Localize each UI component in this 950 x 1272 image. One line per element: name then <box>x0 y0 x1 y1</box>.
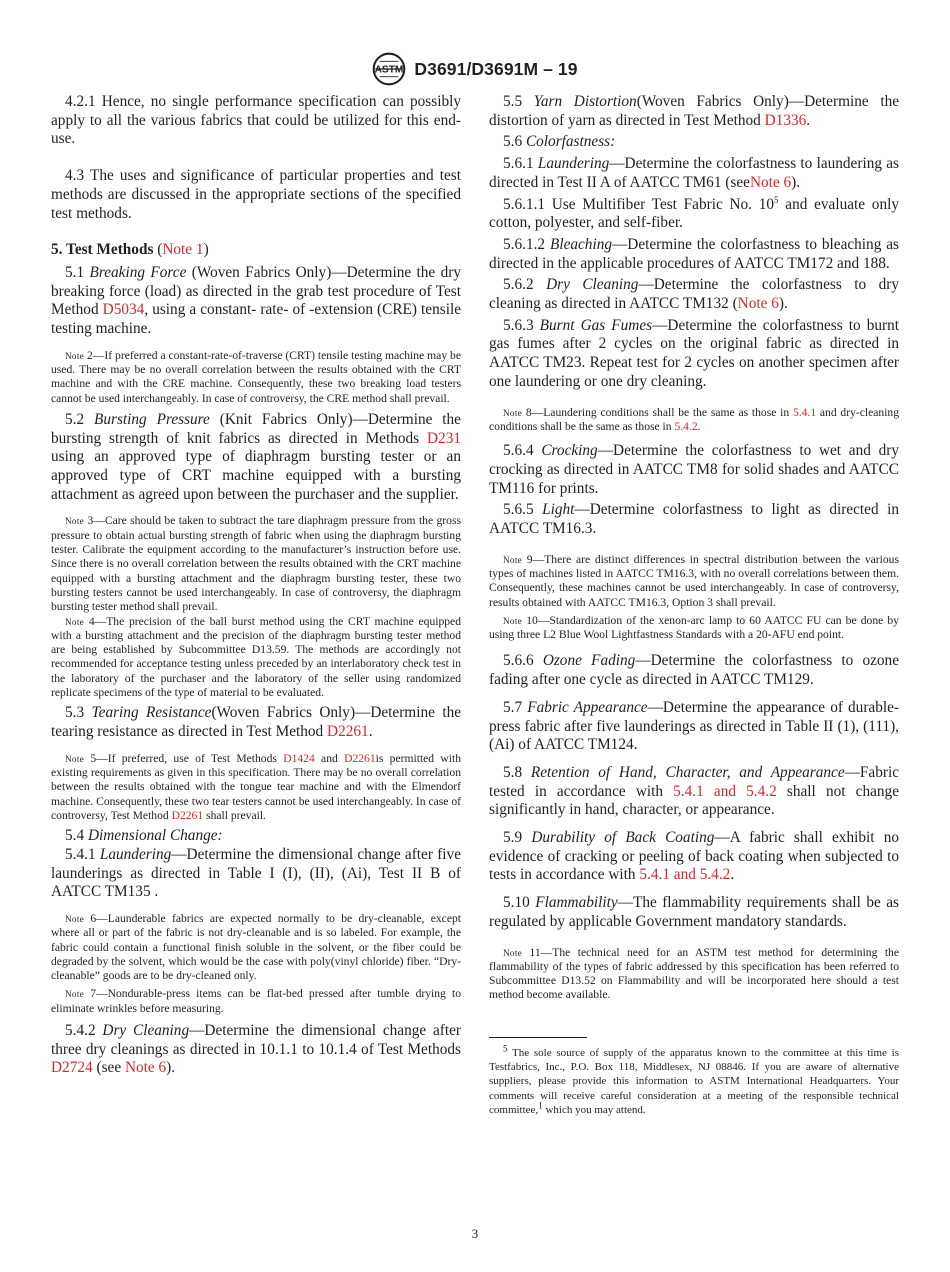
note-4-text: 4—The precision of the ball burst method using the CRT machine equipped with a bursting attachment and the precision of the diaphragm bursting tester method are being established by Subcommittee D13.59. The methods are accordingly not recommended for acceptance testing unless preceded by an interlaboratory check test in the laboratory of the purchaser and the laboratory of the seller using randomized replicate specimens of the type of material to be evaluated. <box>51 614 461 699</box>
note-7 <box>51 987 461 1016</box>
d5034-link[interactable]: D5034 <box>102 301 145 319</box>
d231-link[interactable]: D231 <box>427 429 461 447</box>
note-9 <box>489 553 899 610</box>
note-10 <box>489 614 899 643</box>
paragraph-5-1 <box>51 264 461 339</box>
paragraph-5-6-1 <box>489 155 899 192</box>
paragraph-5-6-5 <box>489 501 899 538</box>
paragraph-5-6-6 <box>489 652 899 689</box>
p566-title: Ozone Fading <box>542 652 636 670</box>
p564-title: Crocking <box>541 442 598 460</box>
note-8 <box>489 406 899 435</box>
d2261-link[interactable]: D2261 <box>327 723 369 740</box>
p54-num: 5.4 <box>65 827 88 845</box>
note-4 <box>51 615 461 701</box>
paragraph-5-8 <box>489 764 899 820</box>
p565-title: Light <box>542 501 575 519</box>
p59-text2: . <box>730 866 735 884</box>
right-column <box>489 93 899 1117</box>
note-6-label: Note <box>65 914 85 924</box>
p58-num: 5.8 <box>503 763 531 781</box>
note-8-text2: and dry-cleaning conditions shall be the same as those in <box>489 405 900 433</box>
note-2 <box>51 349 461 406</box>
p542-text2: (see <box>92 1059 125 1077</box>
p561-text2: ). <box>791 173 801 191</box>
p59-title: Durability of Back Coating <box>531 829 715 847</box>
p58-title: Retention of Hand, Character, and Appearance <box>530 763 845 781</box>
d1424-link[interactable]: D1424 <box>283 751 315 765</box>
p53-text1: (Woven Fabrics Only)—Determine the tearing resistance as directed in Test Method <box>51 704 462 740</box>
p542-text3: ). <box>166 1059 176 1077</box>
paragraph-5-3 <box>51 704 461 741</box>
p55-title: Yarn Distortion <box>533 93 637 110</box>
p53-title: Tearing Resistance <box>91 704 212 722</box>
left-column <box>51 93 461 1078</box>
p5612-title: Bleaching <box>549 235 612 253</box>
section-5-open: ( <box>153 241 163 259</box>
p561-text1: —Determine the colorfastness to laundering as directed in Test II A of AATCC TM61 (see <box>489 155 899 191</box>
paragraph-5-6-1-2 <box>489 236 899 273</box>
note-7-label: Note <box>65 989 85 1000</box>
paragraph-5-6-2 <box>489 276 899 313</box>
note-8-text3: . <box>697 419 701 433</box>
p51-num: 5.1 <box>65 263 90 281</box>
document-id: D3691/D3691M – 19 <box>414 58 578 79</box>
d2261-link-2[interactable]: D2261 <box>344 751 376 765</box>
note-9-text: 9—There are distinct differences in spectral distribution between the various types of machines listed in AATCC TM16.3, with no overall correlations between them. Consequently, these machines cannot be used interchangeably. In case of controversy, results obtained with AATCC TM16.3, Option 3 shall prevail. <box>489 552 899 609</box>
page-header <box>0 52 950 86</box>
paragraph-5-4-1 <box>51 846 461 902</box>
p565-text: —Determine colorfastness to light as directed in AATCC TM16.3. <box>489 501 899 537</box>
astm-logo-icon <box>372 52 406 86</box>
footnote-divider <box>489 1037 587 1038</box>
p52-text1: (Knit Fabrics Only)—Determine the bursting strength of knit fabrics as directed in Methods <box>51 410 461 447</box>
note-6-link-2[interactable]: Note 6 <box>749 173 792 191</box>
footnote-5-marker: 5 <box>503 1043 508 1054</box>
p510-text: —The flammability requirements shall be as regulated by applicable Government mandatory standards. <box>489 894 900 930</box>
ref-5-4-1-and-5-4-2-link[interactable]: 5.4.1 and 5.4.2 <box>673 782 777 800</box>
p563-title: Burnt Gas Fumes <box>539 316 653 334</box>
p563-num: 5.6.3 <box>503 316 540 334</box>
note-9-label: Note <box>503 554 523 565</box>
p561-title: Laundering <box>537 155 610 173</box>
p57-text: —Determine the appearance of durable-press fabric after five launderings as directed in Table II (1), (111), (Ai) of AATCC TM124. <box>489 698 899 754</box>
page-number: 3 <box>471 1226 479 1241</box>
p56-num: 5.6 <box>503 133 526 151</box>
p5611-text2: and evaluate only cotton, polyester, and self-fiber. <box>489 195 899 232</box>
p52-num: 5.2 <box>65 410 95 428</box>
p510-title: Flammability <box>535 894 618 912</box>
d2261-link-3[interactable]: D2261 <box>171 808 204 822</box>
note-5-text4: shall prevail. <box>203 808 266 822</box>
p542-num: 5.4.2 <box>65 1022 103 1040</box>
paragraph-5-9 <box>489 829 899 885</box>
p5611-sup: 5 <box>774 194 779 205</box>
p562-num: 5.6.2 <box>503 276 547 294</box>
p52-text2: using an approved type of diaphragm bursting tester or an approved type of CRT machine equipped with a bursting attachment as agreed upon between the purchaser and the supplier. <box>51 448 461 503</box>
p55-num: 5.5 <box>503 93 534 110</box>
p542-title: Dry Cleaning <box>102 1022 190 1040</box>
p52-title: Bursting Pressure <box>94 410 210 428</box>
p59-text1: —A fabric shall exhibit no evidence of cracking or peeling of back coating when subjected to tests in accordance with <box>489 829 899 884</box>
p5612-num: 5.6.1.2 <box>503 235 550 253</box>
note-6-link[interactable]: Note 6 <box>124 1059 167 1077</box>
paragraph-5-2 <box>51 411 461 505</box>
note-5-text3: is permitted with existing requirements as given in this specification. There may be no overall correlation between the results obtained with the tongue tear machine and with the Elmendorf machine. Consequently, these two tear testers cannot be used interchangeably. In case of controversy, Test Method <box>51 751 462 822</box>
note-1-link[interactable]: Note 1 <box>162 241 204 259</box>
p566-num: 5.6.6 <box>503 652 543 670</box>
note-11 <box>489 946 899 1003</box>
paragraph-5-10 <box>489 894 899 931</box>
note-3 <box>51 514 461 614</box>
note-11-label: Note <box>503 947 523 958</box>
p55-text1: (Woven Fabrics Only)—Determine the distortion of yarn as directed in Test Method <box>489 93 900 129</box>
ref-5-4-2-link[interactable]: 5.4.2 <box>674 419 698 433</box>
p562-title: Dry Cleaning <box>546 276 639 294</box>
section-5-heading <box>51 241 461 260</box>
p55-text2: . <box>806 111 811 129</box>
footnote-5-text1: The sole source of supply of the apparatus known to the committee at this time is Testfabrics, Inc., P.O. Box 118, Middlesex, NJ 08846. If you are aware of alternative suppliers, please provide this information to ASTM International Headquarters. Your comments will receive careful consideration at a meeting of the responsible technical committee, <box>489 1046 899 1116</box>
note-5-text1: 5—If preferred, use of Test Methods <box>84 751 284 765</box>
paragraph-5-4 <box>51 827 461 846</box>
note-7-text: 7—Nondurable-press items can be flat-bed pressed after tumble drying to eliminate wrinkles before measuring. <box>51 987 461 1015</box>
p562-text2: ). <box>778 295 788 313</box>
p564-text: —Determine the colorfastness to wet and dry crocking as directed in AATCC TM8 for solid shades and AATCC TM116 for prints. <box>489 442 900 497</box>
p54-title: Dimensional Change: <box>87 827 223 845</box>
p541-num: 5.4.1 <box>65 845 100 863</box>
note-5-text2: and <box>314 751 345 765</box>
footnote-5 <box>489 1043 899 1117</box>
note-4-label: Note <box>65 616 85 627</box>
ref-5-4-1-link[interactable]: 5.4.1 <box>792 405 817 419</box>
p58-text2: shall not change significantly in hand, character, or appearance. <box>489 782 899 819</box>
note-8-label: Note <box>503 407 523 418</box>
p53-num: 5.3 <box>65 704 92 722</box>
note-8-text1: 8—Laundering conditions shall be the same as those in <box>522 405 793 419</box>
p51-text1: (Woven Fabrics Only)—Determine the dry breaking force (load) as directed in the grab test procedure of Test Method <box>51 263 461 319</box>
paragraph-5-4-2 <box>51 1022 461 1078</box>
p51-text2: , using a constant- rate- of -extension (CRE) tensile testing machine. <box>51 301 461 338</box>
note-10-label: Note <box>503 615 523 626</box>
p562-text1: —Determine the colorfastness to dry cleaning as directed in AATCC TM132 ( <box>489 276 900 313</box>
note-2-label: Note <box>65 350 85 361</box>
p5611-text1: 5.6.1.1 Use Multifiber Test Fabric No. 10 <box>503 195 775 213</box>
footnote-5-sup2: 1 <box>538 1100 543 1111</box>
p58-text1: —Fabric tested in accordance with <box>489 763 899 800</box>
note-3-label: Note <box>65 516 85 527</box>
p59-num: 5.9 <box>503 829 532 847</box>
footnote-5-text2: which you may attend. <box>542 1103 646 1116</box>
note-5-label: Note <box>65 753 85 764</box>
paragraph-5-6-4 <box>489 442 899 498</box>
p56-title: Colorfastness: <box>525 133 616 151</box>
paragraph-5-5 <box>489 93 899 130</box>
note-3-text: 3—Care should be taken to subtract the tare diaphragm pressure from the gross pressure to obtain actual bursting strength of fabric when using the diaphragm bursting tester. Calibrate the equipment according to the manufacturer’s instruction before use. Since there is no overall correlation between the results obtained with the CRT machine equipped with a bursting attachment and the diaphragm bursting tester, these two bursting testers cannot be used interchangeably. In case of controversy, the diaphragm bursting tester method shall prevail. <box>51 514 461 614</box>
p510-num: 5.10 <box>503 894 536 912</box>
paragraph-5-7 <box>489 699 899 755</box>
note-6 <box>51 912 461 983</box>
p566-text: —Determine the colorfastness to ozone fading after one cycle as directed in AATCC TM129. <box>489 652 899 689</box>
p563-text: —Determine the colorfastness to burnt gas fumes after 2 cycles on the original fabric as directed in AATCC TM23. Repeat test for 2 cycles on another specimen after one laundering or one dry cleaning. <box>489 316 899 390</box>
paragraph-4-2-1: 4.2.1 Hence, no single performance specification can possibly apply to all the various fabrics that could be utilized for this end-use. <box>51 93 461 148</box>
paragraph-5-6 <box>489 133 899 152</box>
paragraph-5-6-1-1 <box>489 196 899 233</box>
paragraph-5-6-3 <box>489 317 899 392</box>
d2724-link[interactable]: D2724 <box>51 1059 93 1077</box>
p541-text: —Determine the dimensional change after five launderings as directed in Table I (I), (II), (Ai), Test II B of AATCC TM135 . <box>51 845 461 901</box>
ref-5-4-1-and-5-4-2-link-2[interactable]: 5.4.1 and 5.4.2 <box>639 866 731 884</box>
section-5-title: 5. Test Methods <box>51 241 154 259</box>
note-2-text: 2—If preferred a constant-rate-of-traverse (CRT) tensile testing machine may be used. There may be no overall correlation between the results obtained with the CRT machine and with the CRE machine. Consequently, these two breaking load testers cannot be used interchangeably. In case of controversy, the CRE method shall prevail. <box>51 348 461 405</box>
p53-text2: . <box>368 723 373 740</box>
section-5-close: ) <box>203 241 209 259</box>
note-10-text: 10—Standardization of the xenon-arc lamp to 60 AATCC FU can be done by using three L2 Blue Wool Lightfastness Standards with a 20-AFU end point. <box>489 613 899 642</box>
p541-title: Laundering <box>99 845 172 863</box>
p565-num: 5.6.5 <box>503 501 543 519</box>
d1336-link[interactable]: D1336 <box>764 111 807 129</box>
note-6-text: 6—Launderable fabrics are expected normally to be dry-cleanable, except where all or part of the fabric is not dry-cleanable and is so labeled. For example, the fabric could contain a functional finish soluble in the solvent, or the fiber could be degraded by the solvent, which would be the case with poly(vinyl chloride) fiber. “Dry-cleanable” goods are to be dry-cleaned only. <box>51 912 461 983</box>
p542-text1: —Determine the dimensional change after three dry cleanings as directed in 10.1.1 to 10.1.4 of Test Methods <box>51 1022 461 1058</box>
astm-logo-text: ASTM <box>374 64 404 76</box>
p57-title: Fabric Appearance <box>527 698 648 716</box>
p51-title: Breaking Force <box>89 263 187 281</box>
p57-num: 5.7 <box>503 698 528 716</box>
note-5 <box>51 752 461 823</box>
note-6-link-3[interactable]: Note 6 <box>737 295 779 313</box>
p564-num: 5.6.4 <box>503 442 542 460</box>
p561-num: 5.6.1 <box>503 155 538 173</box>
p5612-text: —Determine the colorfastness to bleaching as directed in the applicable procedures of AATCC TM172 and 188. <box>489 235 899 272</box>
note-11-text: 11—The technical need for an ASTM test method for determining the flammability of the types of fabric addressed by this specification has been referred to Subcommittee D13.52 on Flammability and will be incorporated here should a test method become available. <box>489 945 899 1002</box>
paragraph-4-3: 4.3 The uses and significance of particular properties and test methods are discussed in the appropriate sections of the specified test methods. <box>51 167 461 222</box>
